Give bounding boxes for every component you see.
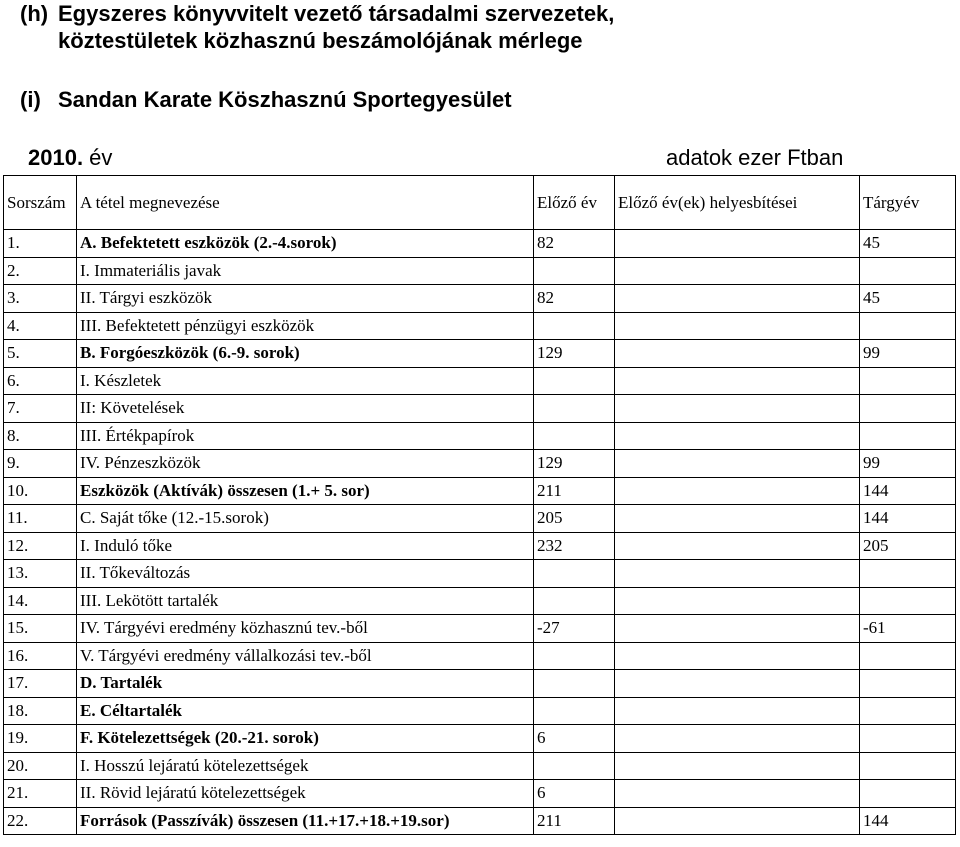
corrections-cell <box>615 560 860 588</box>
report-title <box>20 0 614 54</box>
corrections-cell <box>615 725 860 753</box>
table-row <box>4 285 956 313</box>
corrections-cell <box>615 477 860 505</box>
corrections-cell <box>615 615 860 643</box>
corrections-cell <box>615 257 860 285</box>
corrections-cell <box>615 230 860 258</box>
table-row <box>4 615 956 643</box>
header-item-name: A tétel megnevezése <box>77 176 534 230</box>
row-number-cell: 18. <box>4 697 77 725</box>
current-year-cell <box>860 752 956 780</box>
current-year-cell <box>860 697 956 725</box>
report-title-line-2: köztestületek közhasznú beszámolójának mérlege <box>58 28 583 53</box>
current-year-cell: 99 <box>860 450 956 478</box>
row-number-cell: 10. <box>4 477 77 505</box>
current-year-cell: 144 <box>860 477 956 505</box>
previous-year-cell <box>534 697 615 725</box>
corrections-cell <box>615 422 860 450</box>
corrections-cell <box>615 285 860 313</box>
item-name-cell: II: Követelések <box>77 395 534 423</box>
table-row <box>4 752 956 780</box>
header-previous-year: Előző év <box>534 176 615 230</box>
table-row <box>4 670 956 698</box>
current-year-cell <box>860 587 956 615</box>
item-name-cell: D. Tartalék <box>77 670 534 698</box>
previous-year-cell <box>534 367 615 395</box>
corrections-cell <box>615 505 860 533</box>
current-year-cell: 205 <box>860 532 956 560</box>
item-name-cell: E. Céltartalék <box>77 697 534 725</box>
item-name-cell: Források (Passzívák) összesen (11.+17.+18.+19.sor) <box>77 807 534 835</box>
report-year <box>28 145 112 171</box>
corrections-cell <box>615 367 860 395</box>
previous-year-cell <box>534 670 615 698</box>
corrections-cell <box>615 642 860 670</box>
corrections-cell <box>615 780 860 808</box>
item-name-cell: I. Immateriális javak <box>77 257 534 285</box>
previous-year-cell: 211 <box>534 807 615 835</box>
row-number-cell: 3. <box>4 285 77 313</box>
current-year-cell <box>860 395 956 423</box>
item-name-cell: Eszközök (Aktívák) összesen (1.+ 5. sor) <box>77 477 534 505</box>
table-row <box>4 450 956 478</box>
item-name-cell: A. Befektetett eszközök (2.-4.sorok) <box>77 230 534 258</box>
current-year-cell: 99 <box>860 340 956 368</box>
table-row <box>4 780 956 808</box>
table-row <box>4 560 956 588</box>
previous-year-cell: 232 <box>534 532 615 560</box>
section-marker: (i) <box>20 87 41 112</box>
item-name-cell: III. Lekötött tartalék <box>77 587 534 615</box>
item-name-cell: II. Tőkeváltozás <box>77 560 534 588</box>
previous-year-cell <box>534 257 615 285</box>
corrections-cell <box>615 450 860 478</box>
previous-year-cell <box>534 587 615 615</box>
row-number-cell: 7. <box>4 395 77 423</box>
item-name-cell: C. Saját tőke (12.-15.sorok) <box>77 505 534 533</box>
current-year-cell <box>860 312 956 340</box>
corrections-cell <box>615 752 860 780</box>
section-marker: (h) <box>20 1 49 26</box>
current-year-cell <box>860 257 956 285</box>
item-name-cell: III. Értékpapírok <box>77 422 534 450</box>
table-row <box>4 395 956 423</box>
table-header-row <box>4 176 956 230</box>
row-number-cell: 21. <box>4 780 77 808</box>
previous-year-cell: 82 <box>534 230 615 258</box>
table-row <box>4 532 956 560</box>
organization-name-text: Sandan Karate Köszhasznú Sportegyesület <box>58 87 512 112</box>
item-name-cell: IV. Tárgyévi eredmény közhasznú tev.-ből <box>77 615 534 643</box>
table-row <box>4 257 956 285</box>
report-year-suffix: év <box>83 145 113 170</box>
item-name-cell: B. Forgóeszközök (6.-9. sorok) <box>77 340 534 368</box>
table-row <box>4 587 956 615</box>
table-row <box>4 340 956 368</box>
current-year-cell <box>860 725 956 753</box>
previous-year-cell <box>534 560 615 588</box>
table-row <box>4 642 956 670</box>
current-year-cell <box>860 670 956 698</box>
current-year-cell: 45 <box>860 230 956 258</box>
corrections-cell <box>615 532 860 560</box>
header-row-number: Sorszám <box>4 176 77 230</box>
table-row <box>4 422 956 450</box>
header-current-year: Tárgyév <box>860 176 956 230</box>
table-row <box>4 477 956 505</box>
previous-year-cell <box>534 312 615 340</box>
corrections-cell <box>615 587 860 615</box>
row-number-cell: 20. <box>4 752 77 780</box>
previous-year-cell: 82 <box>534 285 615 313</box>
current-year-cell: 45 <box>860 285 956 313</box>
item-name-cell: I. Hosszú lejáratú kötelezettségek <box>77 752 534 780</box>
table-row <box>4 230 956 258</box>
row-number-cell: 15. <box>4 615 77 643</box>
previous-year-cell: 6 <box>534 780 615 808</box>
item-name-cell: III. Befektetett pénzügyi eszközök <box>77 312 534 340</box>
item-name-cell: I. Készletek <box>77 367 534 395</box>
row-number-cell: 17. <box>4 670 77 698</box>
previous-year-cell: 129 <box>534 340 615 368</box>
item-name-cell: IV. Pénzeszközök <box>77 450 534 478</box>
row-number-cell: 22. <box>4 807 77 835</box>
row-number-cell: 8. <box>4 422 77 450</box>
row-number-cell: 6. <box>4 367 77 395</box>
row-number-cell: 14. <box>4 587 77 615</box>
organization-name <box>20 86 512 113</box>
item-name-cell: F. Kötelezettségek (20.-21. sorok) <box>77 725 534 753</box>
current-year-cell <box>860 367 956 395</box>
row-number-cell: 2. <box>4 257 77 285</box>
previous-year-cell <box>534 752 615 780</box>
current-year-cell <box>860 780 956 808</box>
header-corrections: Előző év(ek) helyesbítései <box>615 176 860 230</box>
previous-year-cell <box>534 395 615 423</box>
previous-year-cell: 211 <box>534 477 615 505</box>
report-year-number: 2010. <box>28 145 84 170</box>
unit-note: adatok ezer Ftban <box>666 145 844 170</box>
previous-year-cell <box>534 422 615 450</box>
balance-sheet-table <box>3 175 956 835</box>
item-name-cell: II. Tárgyi eszközök <box>77 285 534 313</box>
table-row <box>4 312 956 340</box>
current-year-cell <box>860 560 956 588</box>
row-number-cell: 5. <box>4 340 77 368</box>
previous-year-cell: 205 <box>534 505 615 533</box>
previous-year-cell <box>534 642 615 670</box>
row-number-cell: 4. <box>4 312 77 340</box>
table-row <box>4 367 956 395</box>
table-body <box>4 230 956 835</box>
current-year-cell: 144 <box>860 505 956 533</box>
current-year-cell <box>860 642 956 670</box>
current-year-cell <box>860 422 956 450</box>
corrections-cell <box>615 670 860 698</box>
corrections-cell <box>615 807 860 835</box>
item-name-cell: II. Rövid lejáratú kötelezettségek <box>77 780 534 808</box>
corrections-cell <box>615 697 860 725</box>
table-row <box>4 725 956 753</box>
table-row <box>4 807 956 835</box>
row-number-cell: 13. <box>4 560 77 588</box>
corrections-cell <box>615 312 860 340</box>
table-row <box>4 697 956 725</box>
table-row <box>4 505 956 533</box>
row-number-cell: 19. <box>4 725 77 753</box>
row-number-cell: 16. <box>4 642 77 670</box>
corrections-cell <box>615 395 860 423</box>
previous-year-cell: -27 <box>534 615 615 643</box>
row-number-cell: 12. <box>4 532 77 560</box>
current-year-cell: 144 <box>860 807 956 835</box>
report-title-line-1: Egyszeres könyvvitelt vezető társadalmi szervezetek, <box>58 1 615 26</box>
current-year-cell: -61 <box>860 615 956 643</box>
item-name-cell: V. Tárgyévi eredmény vállalkozási tev.-ből <box>77 642 534 670</box>
previous-year-cell: 6 <box>534 725 615 753</box>
item-name-cell: I. Induló tőke <box>77 532 534 560</box>
previous-year-cell: 129 <box>534 450 615 478</box>
row-number-cell: 1. <box>4 230 77 258</box>
corrections-cell <box>615 340 860 368</box>
row-number-cell: 11. <box>4 505 77 533</box>
row-number-cell: 9. <box>4 450 77 478</box>
